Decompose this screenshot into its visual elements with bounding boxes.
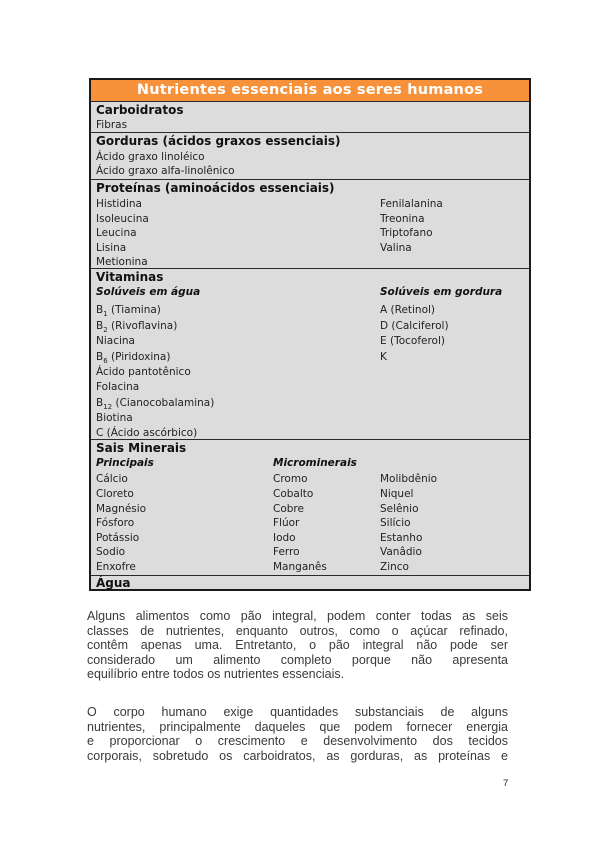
- list-item: Potássio: [96, 531, 140, 544]
- list-item: Manganês: [273, 560, 327, 573]
- list-item: Fibras: [96, 119, 128, 131]
- list-item: Cloreto: [96, 488, 134, 500]
- list-item: Sodio: [96, 546, 126, 558]
- list-item: Zinco: [380, 560, 409, 573]
- list-item: Ácido graxo alfa-linolênico: [96, 165, 235, 177]
- list-item: Treonina: [380, 212, 425, 225]
- list-item: Iodo: [273, 531, 296, 544]
- list-item: $B_{12}$ (Cianocobalamina): [96, 397, 215, 412]
- subheading-soluveis-agua: Solúveis em água: [96, 286, 201, 298]
- list-item: Selênio: [380, 502, 419, 515]
- paragraph-line: contêm apenas uma. Entretanto, o pão integral não pode ser: [87, 638, 508, 653]
- paragraph-line: e proporcionar o crescimento e desenvolvimento dos tecidos: [87, 734, 508, 749]
- list-item: Cobalto: [273, 488, 314, 500]
- section-vitaminas: [91, 268, 529, 440]
- paragraph-line: nutrientes, principalmente daqueles que podem fornecer energia: [87, 719, 508, 734]
- section-heading: Água: [96, 576, 131, 590]
- subheading-microminerais: Microminerais: [273, 457, 357, 469]
- body-paragraph-1: [87, 609, 508, 682]
- list-item: Cálcio: [96, 473, 128, 485]
- list-item: $B_1$ (Tiamina): [96, 304, 161, 319]
- list-item: Enxofre: [96, 560, 136, 573]
- paragraph-line: equilíbrio entre todos os nutrientes essenciais.: [87, 667, 345, 682]
- paragraph-line: classes de nutrientes, enquanto outros, como o açúcar refinado,: [87, 623, 508, 638]
- list-item: $B_6$ (Piridoxina): [96, 351, 171, 366]
- subheading-principais: Principais: [96, 457, 154, 469]
- list-item: Niacina: [96, 335, 135, 347]
- list-item: A (Retinol): [380, 304, 436, 316]
- paragraph-line: considerado um alimento completo porque não apresenta: [87, 652, 508, 667]
- list-item: Valina: [380, 241, 412, 254]
- list-item: Ferro: [273, 546, 300, 558]
- section-heading: Proteínas (aminoácidos essenciais): [96, 181, 335, 195]
- section-carboidratos: [91, 101, 529, 133]
- list-item: D (Calciferol): [380, 320, 449, 332]
- subheading-soluveis-gordura: Solúveis em gordura: [380, 286, 503, 298]
- list-item: Histidina: [96, 198, 142, 210]
- paragraph-line: Alguns alimentos como pão integral, podem conter todas as seis: [87, 609, 508, 623]
- list-item: K: [380, 351, 387, 363]
- list-item: Flúor: [273, 517, 300, 529]
- list-item: $B_2$ (Rivoflavina): [96, 320, 178, 335]
- list-item: Vanâdio: [380, 546, 422, 558]
- section-proteinas: [91, 179, 529, 269]
- section-agua: [91, 575, 529, 592]
- list-item: Estanho: [380, 531, 423, 544]
- section-gorduras: [91, 132, 529, 180]
- list-item: E (Tocoferol): [380, 335, 445, 347]
- table-title: Nutrientes essenciais aos seres humanos: [91, 80, 529, 101]
- list-item: Niquel: [380, 488, 414, 500]
- section-heading: Vitaminas: [96, 270, 164, 284]
- list-item: Metionina: [96, 256, 148, 268]
- list-item: Cromo: [273, 473, 308, 485]
- nutrients-table: [89, 78, 531, 591]
- list-item: Cobre: [273, 502, 304, 515]
- paragraph-line: corporais, sobretudo os carboidratos, as gorduras, as proteínas e: [87, 748, 508, 763]
- list-item: Triptofano: [380, 227, 433, 239]
- section-sais-minerais: [91, 439, 529, 576]
- list-item: Magnésio: [96, 502, 147, 515]
- section-heading: Carboidratos: [96, 103, 184, 117]
- list-item: Molibdênio: [380, 473, 438, 485]
- list-item: C (Ácido ascórbico): [96, 427, 198, 439]
- body-paragraph-2: [87, 705, 508, 763]
- section-heading: Gorduras (ácidos graxos essenciais): [96, 134, 341, 148]
- list-item: Biotina: [96, 412, 133, 424]
- list-item: Leucina: [96, 227, 137, 239]
- section-heading: Sais Minerais: [96, 441, 187, 455]
- list-item: Silício: [380, 517, 411, 529]
- page-number: 7: [503, 778, 509, 789]
- list-item: Ácido pantotênico: [96, 366, 191, 378]
- list-item: Folacina: [96, 381, 140, 393]
- list-item: Lisina: [96, 241, 127, 254]
- paragraph-line: O corpo humano exige quantidades substanciais de alguns: [87, 705, 508, 719]
- list-item: Ácido graxo linoléico: [96, 151, 205, 163]
- list-item: Fósforo: [96, 517, 135, 529]
- list-item: Isoleucina: [96, 212, 149, 225]
- list-item: Fenilalanina: [380, 198, 443, 210]
